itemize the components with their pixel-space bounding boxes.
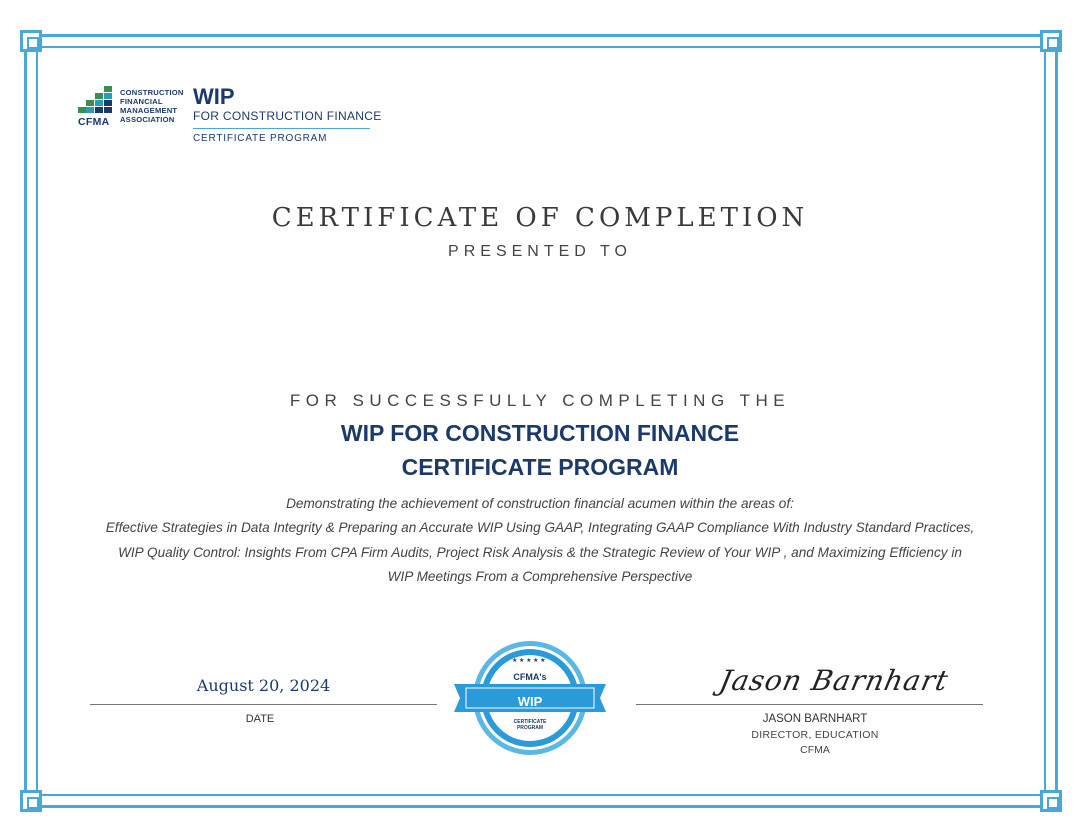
program-logo-subtitle: FOR CONSTRUCTION FINANCE: [193, 109, 382, 123]
seal-bottom-text: CERTIFICATE PROGRAM: [513, 719, 547, 731]
program-logo-divider: [193, 128, 370, 129]
frame-corner-ornament: [20, 30, 42, 52]
svg-text:★ ★ ★ ★ ★: ★ ★ ★ ★ ★: [512, 658, 546, 664]
description-line: WIP Meetings From a Comprehensive Perspective: [387, 569, 693, 584]
frame-corner-ornament: [1040, 30, 1062, 52]
org-name: CONSTRUCTION FINANCIAL MANAGEMENT ASSOCIATION: [120, 88, 184, 124]
completion-statement: FOR SUCCESSFULLY COMPLETING THE: [289, 391, 791, 410]
seal-top-text: CFMA's: [513, 672, 547, 682]
program-logo: [193, 86, 382, 144]
program-name-line2: CERTIFICATE PROGRAM: [401, 454, 679, 480]
description-line: Demonstrating the achievement of construction financial acumen within the areas of:: [286, 496, 794, 511]
presented-to: PRESENTED TO: [448, 243, 632, 260]
program-logo-caption: CERTIFICATE PROGRAM: [193, 133, 328, 144]
description-line: Effective Strategies in Data Integrity & Preparing an Accurate WIP Using GAAP, Integrating GAAP Compliance With Industry Standard Practices,: [105, 520, 975, 535]
signer-organization: CFMA: [800, 744, 830, 756]
certificate-title: CERTIFICATE OF COMPLETION: [271, 203, 809, 233]
signature-line: [636, 704, 983, 705]
description-line: WIP Quality Control: Insights From CPA Firm Audits, Project Risk Analysis & the Strategic Review of Your WIP , and Maximizing Efficiency in: [118, 545, 962, 560]
frame-corner-ornament: [20, 790, 42, 812]
completion-date: August 20, 2024: [196, 676, 331, 695]
program-seal: [452, 640, 608, 760]
date-line: [90, 704, 437, 705]
signature: Jason Barnhart: [716, 664, 952, 697]
frame-corner-ornament: [1040, 790, 1062, 812]
seal-banner-text: WIP: [517, 694, 543, 709]
signer-title: DIRECTOR, EDUCATION: [751, 729, 879, 741]
signer-name: JASON BARNHART: [762, 713, 868, 725]
date-label: DATE: [245, 713, 275, 725]
cfma-wordmark: CFMA: [78, 116, 110, 128]
stacked-blocks-icon: [78, 86, 118, 116]
program-name-line1: WIP FOR CONSTRUCTION FINANCE: [340, 420, 740, 446]
program-logo-title: WIP: [193, 84, 235, 109]
